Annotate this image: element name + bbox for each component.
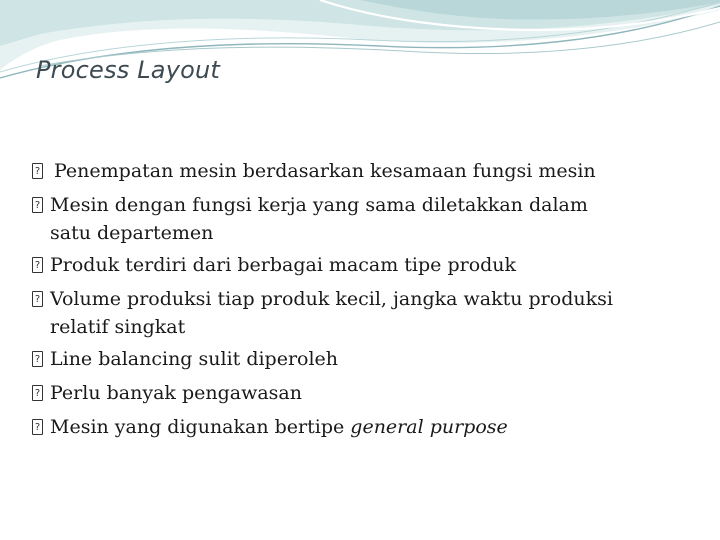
missing-glyph-bullet-icon [32, 197, 43, 213]
list-item [32, 188, 702, 248]
list-item [32, 154, 702, 188]
bullet-text: Perlu banyak pengawasan [50, 382, 302, 404]
list-item [32, 342, 702, 376]
bullet-text: Penempatan mesin berdasarkan kesamaan fungsi mesin [54, 160, 596, 182]
missing-glyph-bullet-icon [32, 385, 43, 401]
list-item [32, 410, 702, 444]
bullet-list [32, 154, 702, 444]
list-item [32, 282, 702, 342]
bullet-text-continuation: relatif singkat [50, 316, 186, 338]
bullet-text: Volume produksi tiap produk kecil, jangka waktu produksi [50, 288, 613, 310]
slide-title: Process Layout [36, 56, 221, 84]
bullet-text: Mesin dengan fungsi kerja yang sama diletakkan dalam [50, 194, 588, 216]
bullet-text-italic: general purpose [350, 416, 508, 438]
list-item [32, 248, 702, 282]
missing-glyph-bullet-icon [32, 351, 43, 367]
missing-glyph-bullet-icon [32, 163, 43, 179]
list-item [32, 376, 702, 410]
bullet-text: Line balancing sulit diperoleh [50, 348, 339, 370]
bullet-text-continuation: satu departemen [50, 222, 214, 244]
missing-glyph-bullet-icon [32, 419, 43, 435]
missing-glyph-bullet-icon [32, 257, 43, 273]
bullet-text: Mesin yang digunakan bertipe [50, 416, 351, 438]
missing-glyph-bullet-icon [32, 291, 43, 307]
bullet-text: Produk terdiri dari berbagai macam tipe produk [50, 254, 517, 276]
